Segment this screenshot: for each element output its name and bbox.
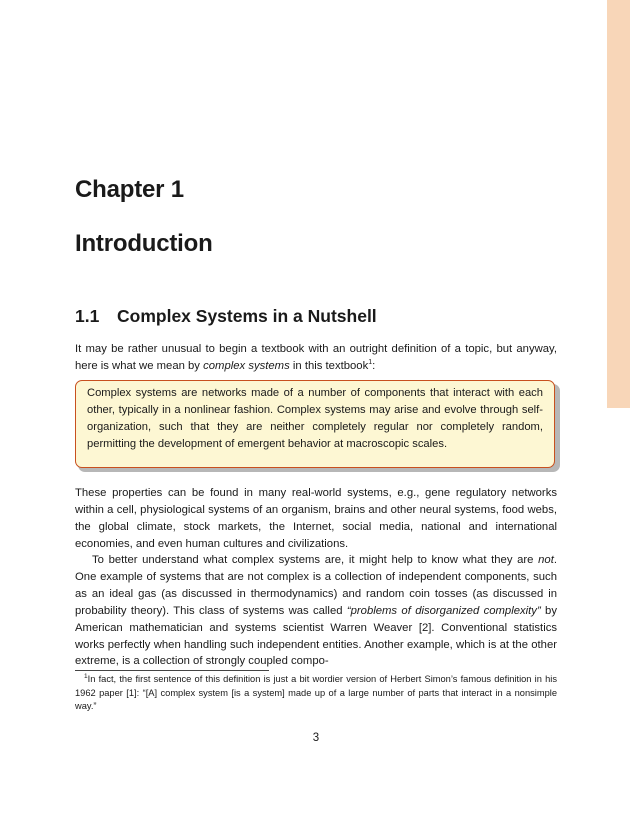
- intro-paragraph: [75, 341, 557, 375]
- footnote-divider: [75, 670, 269, 671]
- section-title: Complex Systems in a Nutshell: [117, 306, 377, 326]
- section-heading: [75, 306, 377, 327]
- para3-emphasis-disorganized: “problems of disorganized complexity”: [346, 604, 541, 617]
- footnote-text: In fact, the first sentence of this definition is just a bit wordier version of Herbert Simon’s famous definition in his 1962 paper [1]: “[A] complex system [is a system] made up of a large number of parts that interact in a nonsimple way.”: [75, 674, 557, 712]
- intro-colon: :: [372, 359, 376, 372]
- chapter-title: Introduction: [75, 230, 213, 257]
- paragraph-not-complex: [75, 552, 557, 670]
- intro-emphasis: complex systems: [203, 359, 290, 372]
- intro-text-before: It may be rather unusual to begin a textbook with an outright definition of a topic, but anyway, here is what we mean by: [75, 343, 557, 372]
- para3-text-1: To better understand what complex systems are, it might help to know what they are: [92, 554, 539, 566]
- footnote-reference[interactable]: 1: [368, 359, 373, 367]
- chapter-label: Chapter 1: [75, 176, 184, 203]
- page-number: 3: [312, 732, 320, 744]
- paragraph-real-world-systems: These properties can be found in many real-world systems, e.g., gene regulatory networks within a cell, physiological systems of an organism, brains and other neural systems, food webs, the global climate, stock markets, the Internet, social media, national and international economies, and even human cultures and civilizations.: [75, 487, 557, 550]
- textbook-page: [75, 0, 557, 815]
- footnote-mark: 1: [84, 672, 88, 680]
- footnote: [75, 673, 557, 714]
- side-thumb-tab: [607, 0, 630, 408]
- para3-text-3: by American mathematician and systems scientist Warren Weaver [2]. Conventional statistics works perfectly when handling such independent entities. Another example, which is at the other extreme, is a collection of strongly coupled compo-: [75, 604, 557, 668]
- para3-text-2: . One example of systems that are not complex is a collection of independent components, such as an ideal gas (as discussed in thermodynamics) and random coin tosses (as discussed in probability theory). This class of systems was called: [75, 554, 557, 617]
- definition-box: Complex systems are networks made of a number of components that interact with each other, typically in a nonlinear fashion. Complex systems may arise and evolve through self-organization, such that they are neither completely regular nor completely random, permitting the development of emergent behavior at macroscopic scales.: [75, 380, 555, 468]
- section-number: 1.1: [75, 306, 100, 326]
- para3-emphasis-not: not: [538, 554, 554, 566]
- intro-text-after: in this textbook: [289, 359, 369, 372]
